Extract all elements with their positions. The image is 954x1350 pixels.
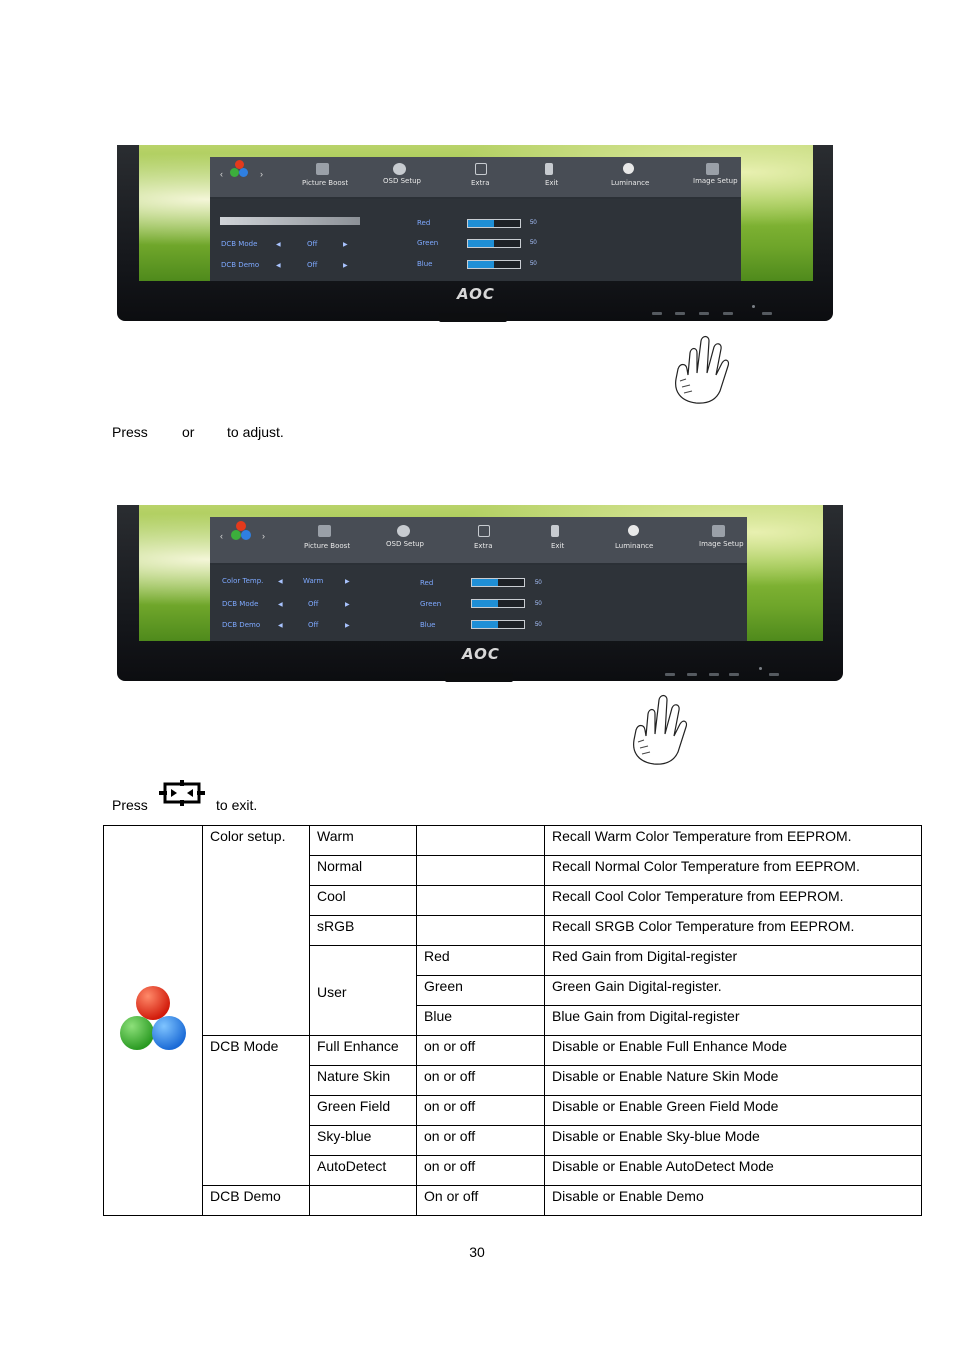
left-arrow-icon[interactable]: ◀: [276, 242, 281, 248]
slider-value-green: 50: [530, 240, 537, 246]
osd-menu: [210, 517, 747, 641]
table-cell: User: [310, 946, 417, 1036]
row-value-dcb-demo: Off: [307, 261, 318, 269]
tab-left-arrow-icon: ‹: [220, 531, 223, 541]
tab-osd-setup[interactable]: OSD Setup: [383, 177, 421, 185]
slider-label-green: Green: [417, 239, 439, 247]
monitor-screenshot-1: [117, 145, 833, 321]
osd-menu: [210, 157, 741, 281]
monitor-screenshot-2: [117, 505, 843, 681]
slider-value-blue: 50: [535, 622, 542, 628]
table-cell: Green Gain Digital-register.: [545, 976, 922, 1006]
table-cell: Sky-blue: [310, 1126, 417, 1156]
slider-fill: [468, 261, 494, 268]
tab-luminance[interactable]: Luminance: [611, 179, 650, 187]
table-cell: Recall Normal Color Temperature from EEPROM.: [545, 856, 922, 886]
left-arrow-icon[interactable]: ◀: [276, 263, 281, 269]
tab-picture-boost[interactable]: Picture Boost: [304, 542, 351, 550]
monitor-button[interactable]: [729, 673, 739, 676]
blue-slider[interactable]: [471, 620, 525, 629]
monitor-button[interactable]: [699, 312, 709, 315]
table-cell: [417, 856, 545, 886]
table-cell: Green: [417, 976, 545, 1006]
table-row: [104, 1036, 922, 1066]
monitor-button[interactable]: [675, 312, 685, 315]
table-row: [104, 1186, 922, 1216]
monitor-stand: [445, 673, 513, 682]
tab-right-arrow-icon: ›: [260, 169, 263, 179]
luminance-icon: [623, 163, 634, 174]
color-setup-table: [103, 825, 922, 1216]
slider-fill: [472, 621, 498, 628]
extra-icon: [475, 163, 487, 175]
tab-extra[interactable]: Extra: [474, 542, 493, 550]
monitor-button[interactable]: [762, 312, 772, 315]
press-text: Press: [112, 424, 148, 440]
power-led: [752, 305, 755, 308]
table-cell: on or off: [417, 1156, 545, 1186]
green-ball-icon: [231, 530, 241, 540]
slider-label-blue: Blue: [417, 260, 433, 268]
table-cell: sRGB: [310, 916, 417, 946]
row-label-color-temp: Color Temp.: [222, 577, 264, 585]
table-cell: Disable or Enable Full Enhance Mode: [545, 1036, 922, 1066]
slider-label-blue: Blue: [420, 621, 436, 629]
slider-fill: [468, 220, 494, 227]
monitor-screen: [139, 505, 823, 641]
tab-osd-setup[interactable]: OSD Setup: [386, 540, 424, 548]
slider-fill: [472, 600, 498, 607]
table-cell: Recall Warm Color Temperature from EEPROM.: [545, 826, 922, 856]
green-slider[interactable]: [471, 599, 525, 608]
right-arrow-icon[interactable]: ▶: [343, 242, 348, 248]
right-arrow-icon[interactable]: ▶: [345, 623, 350, 629]
red-slider[interactable]: [467, 219, 521, 228]
table-cell: Blue: [417, 1006, 545, 1036]
pointing-hand-icon: [624, 692, 694, 770]
table-cell: Warm: [310, 826, 417, 856]
table-cell: DCB Mode: [203, 1036, 310, 1186]
monitor-button[interactable]: [769, 673, 779, 676]
tab-exit[interactable]: Exit: [545, 179, 559, 187]
table-cell: [417, 826, 545, 856]
table-cell: Red: [417, 946, 545, 976]
table-cell: Disable or Enable Nature Skin Mode: [545, 1066, 922, 1096]
picture-boost-icon: [318, 525, 331, 537]
osd-setup-icon: [397, 525, 410, 537]
table-cell: Full Enhance: [310, 1036, 417, 1066]
table-cell: on or off: [417, 1066, 545, 1096]
table-cell: Cool: [310, 886, 417, 916]
image-setup-icon: [706, 163, 719, 175]
monitor-button[interactable]: [652, 312, 662, 315]
picture-boost-icon: [316, 163, 329, 175]
row-value-dcb-mode: Off: [307, 240, 318, 248]
table-cell: Nature Skin: [310, 1066, 417, 1096]
extra-icon: [478, 525, 490, 537]
table-cell: Recall Cool Color Temperature from EEPROM.: [545, 886, 922, 916]
table-cell: Disable or Enable Sky-blue Mode: [545, 1126, 922, 1156]
exit-key-icon: [159, 780, 205, 808]
page-number: 30: [469, 1244, 485, 1260]
left-arrow-icon[interactable]: ◀: [278, 602, 283, 608]
tab-right-arrow-icon: ›: [262, 531, 265, 541]
aoc-logo: AOC: [457, 285, 495, 303]
blue-ball-icon: [241, 530, 251, 540]
table-cell: Recall SRGB Color Temperature from EEPROM.: [545, 916, 922, 946]
table-cell: Blue Gain from Digital-register: [545, 1006, 922, 1036]
exit-icon: [551, 525, 559, 537]
row-label-dcb-mode: DCB Mode: [222, 600, 259, 608]
tab-luminance[interactable]: Luminance: [615, 542, 654, 550]
table-cell: Red Gain from Digital-register: [545, 946, 922, 976]
table-row: [104, 826, 922, 856]
blue-slider[interactable]: [467, 260, 521, 269]
slider-label-red: Red: [417, 219, 431, 227]
osd-setup-icon: [393, 163, 406, 175]
right-arrow-icon[interactable]: ▶: [345, 579, 350, 585]
luminance-icon: [628, 525, 639, 536]
slider-label-green: Green: [420, 600, 442, 608]
tab-image-setup[interactable]: Image Setup: [699, 540, 744, 548]
slider-fill: [468, 240, 494, 247]
table-cell: Color setup.: [203, 826, 310, 1036]
aoc-logo: AOC: [462, 645, 500, 663]
table-cell: DCB Demo: [203, 1186, 310, 1216]
table-cell: [417, 886, 545, 916]
table-cell: on or off: [417, 1096, 545, 1126]
table-cell: Normal: [310, 856, 417, 886]
or-text: or: [182, 424, 195, 440]
row-value-dcb-demo: Off: [308, 621, 319, 629]
power-led: [759, 667, 762, 670]
tab-extra[interactable]: Extra: [471, 179, 490, 187]
table-cell: AutoDetect: [310, 1156, 417, 1186]
monitor-stand: [439, 313, 507, 322]
press-exit-text: Press: [112, 797, 148, 813]
slider-value-green: 50: [535, 601, 542, 607]
slider-fill: [472, 579, 498, 586]
table-cell: [310, 1186, 417, 1216]
icon-cell: [104, 826, 203, 1216]
left-arrow-icon[interactable]: ◀: [278, 623, 283, 629]
left-arrow-icon[interactable]: ◀: [278, 579, 283, 585]
table-cell: Disable or Enable Demo: [545, 1186, 922, 1216]
red-slider[interactable]: [471, 578, 525, 587]
row-value-dcb-mode: Off: [308, 600, 319, 608]
table-cell: on or off: [417, 1036, 545, 1066]
row-label-dcb-mode: DCB Mode: [221, 240, 258, 248]
slider-value-blue: 50: [530, 261, 537, 267]
monitor-button[interactable]: [709, 673, 719, 676]
osd-tab-bar: [210, 517, 747, 563]
pointing-hand-icon: [666, 333, 736, 409]
slider-value-red: 50: [530, 220, 537, 226]
tab-image-setup[interactable]: Image Setup: [693, 177, 738, 185]
table-cell: Disable or Enable AutoDetect Mode: [545, 1156, 922, 1186]
right-arrow-icon[interactable]: ▶: [345, 602, 350, 608]
tab-left-arrow-icon: ‹: [220, 169, 223, 179]
green-ball-icon: [230, 168, 239, 177]
table-cell: on or off: [417, 1126, 545, 1156]
green-slider[interactable]: [467, 239, 521, 248]
monitor-button[interactable]: [723, 312, 733, 315]
exit-icon: [545, 163, 553, 175]
to-adjust-text: to adjust.: [227, 424, 284, 440]
to-exit-text: to exit.: [216, 797, 258, 813]
row-label-dcb-demo: DCB Demo: [221, 261, 260, 269]
table-cell: [417, 916, 545, 946]
row-label-dcb-demo: DCB Demo: [222, 621, 261, 629]
slider-value-red: 50: [535, 580, 542, 586]
right-arrow-icon[interactable]: ▶: [343, 263, 348, 269]
blue-ball-icon: [239, 168, 248, 177]
selected-row-highlight[interactable]: [220, 217, 360, 225]
color-setup-icon: [117, 984, 189, 1054]
monitor-screen: [139, 145, 813, 281]
image-setup-icon: [712, 525, 725, 537]
row-value-color-temp: Warm: [303, 577, 324, 585]
monitor-button[interactable]: [665, 673, 675, 676]
monitor-button[interactable]: [687, 673, 697, 676]
tab-exit[interactable]: Exit: [551, 542, 565, 550]
table-cell: Disable or Enable Green Field Mode: [545, 1096, 922, 1126]
table-cell: Green Field: [310, 1096, 417, 1126]
slider-label-red: Red: [420, 579, 434, 587]
tab-picture-boost[interactable]: Picture Boost: [302, 179, 349, 187]
table-cell: On or off: [417, 1186, 545, 1216]
